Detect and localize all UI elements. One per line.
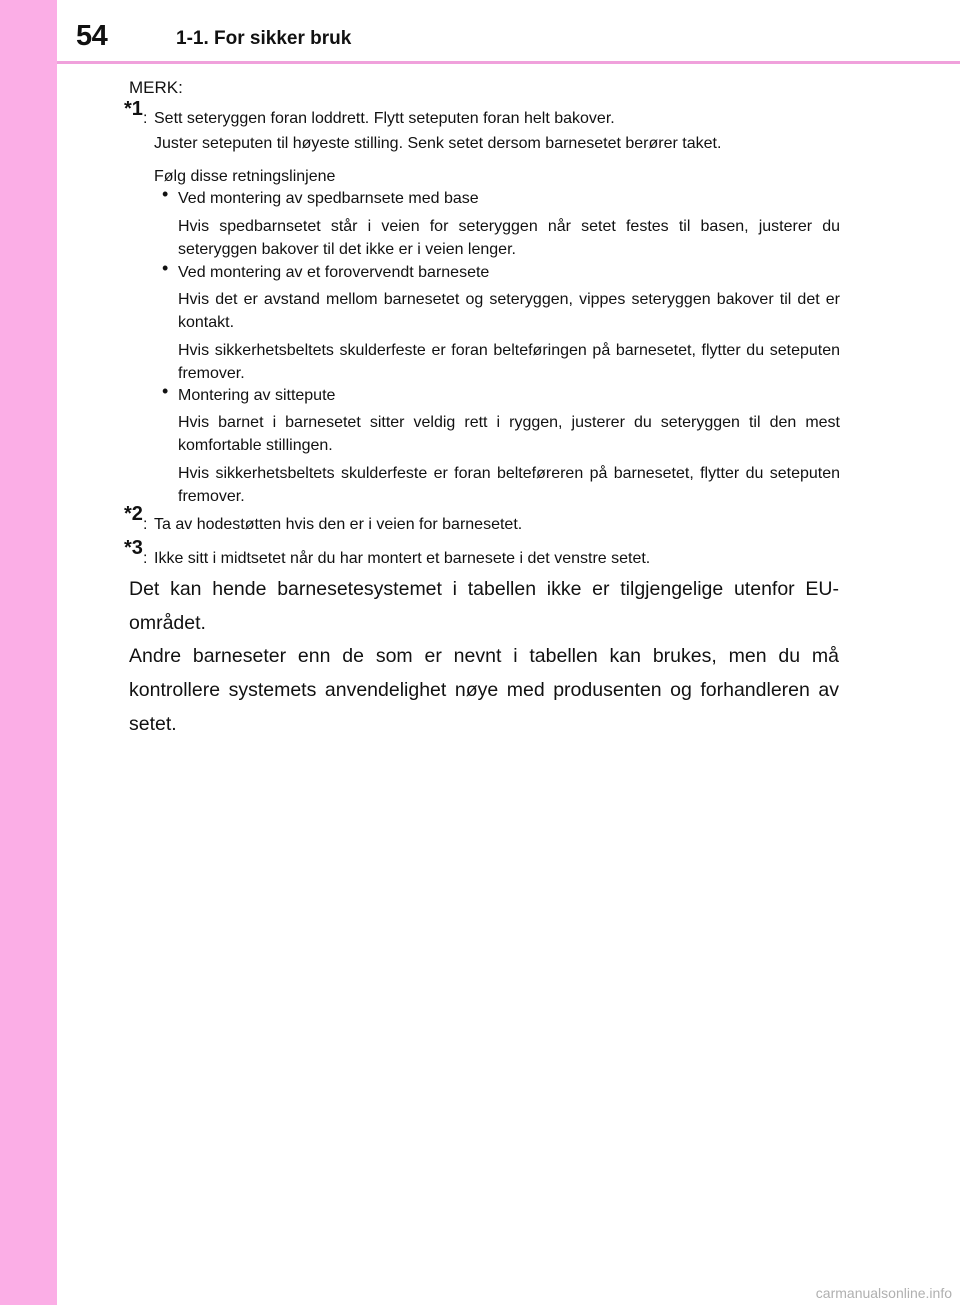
footnote-colon-1: : <box>143 110 148 127</box>
watermark-text: carmanualsonline.info <box>815 1285 952 1301</box>
body-paragraph-1: Det kan hende barnesetesystemet i tabellen ikke er tilgjengelige utenfor EU-området. <box>129 578 839 634</box>
footnote-marker-2: *2 <box>124 503 143 525</box>
bullet-dot: • <box>162 184 169 204</box>
note-2-text: Ta av hodestøtten hvis den er i veien for barnesetet. <box>154 516 523 533</box>
note-label: MERK: <box>129 78 183 97</box>
bullet-paragraph: Hvis spedbarnsetet står i veien for seteryggen når setet festes til basen, justerer du seteryggen bakover til det ikke er i veien lenger. <box>178 218 840 258</box>
bullet-dot: • <box>162 258 169 278</box>
guidelines-intro: Følg disse retningslinjene <box>154 168 336 185</box>
bullet-paragraph: Hvis sikkerhetsbeltets skulderfeste er foran belteføringen på barnesetet, flytter du seteputen fremover. <box>178 342 840 382</box>
page-number: 54 <box>76 20 108 52</box>
section-title: 1-1. For sikker bruk <box>176 28 352 49</box>
note-1-line-2: Juster seteputen til høyeste stilling. Senk setet dersom barnesetet berører taket. <box>154 135 722 152</box>
bullet-title: Ved montering av et forovervendt barnesete <box>178 264 490 281</box>
note-1-line-1: Sett seteryggen foran loddrett. Flytt seteputen foran helt bakover. <box>154 110 615 127</box>
bullet-dot: • <box>162 381 169 401</box>
footnote-colon-2: : <box>143 516 148 533</box>
header-divider <box>57 61 960 64</box>
bullet-title: Montering av sittepute <box>178 387 336 404</box>
footnote-marker-3: *3 <box>124 537 143 559</box>
bullet-paragraph: Hvis barnet i barnesetet sitter veldig rett i ryggen, justerer du seteryggen til den mest komfortable stillingen. <box>178 414 840 454</box>
bullet-paragraph: Hvis sikkerhetsbeltets skulderfeste er foran belteføreren på barnesetet, flytter du seteputen fremover. <box>178 465 840 505</box>
bullet-title: Ved montering av spedbarnsete med base <box>178 190 479 207</box>
page-sidebar <box>0 0 57 1305</box>
body-paragraph-2: Andre barneseter enn de som er nevnt i tabellen kan brukes, men du må kontrollere systemets anvendelighet nøye med produsenten og forhandleren av setet. <box>129 645 839 735</box>
note-3-text: Ikke sitt i midtsetet når du har montert et barnesete i det venstre setet. <box>154 550 651 567</box>
footnote-marker-1: *1 <box>124 98 143 120</box>
footnote-colon-3: : <box>143 550 148 567</box>
bullet-paragraph: Hvis det er avstand mellom barnesetet og seteryggen, vippes seteryggen bakover til det er kontakt. <box>178 291 840 331</box>
